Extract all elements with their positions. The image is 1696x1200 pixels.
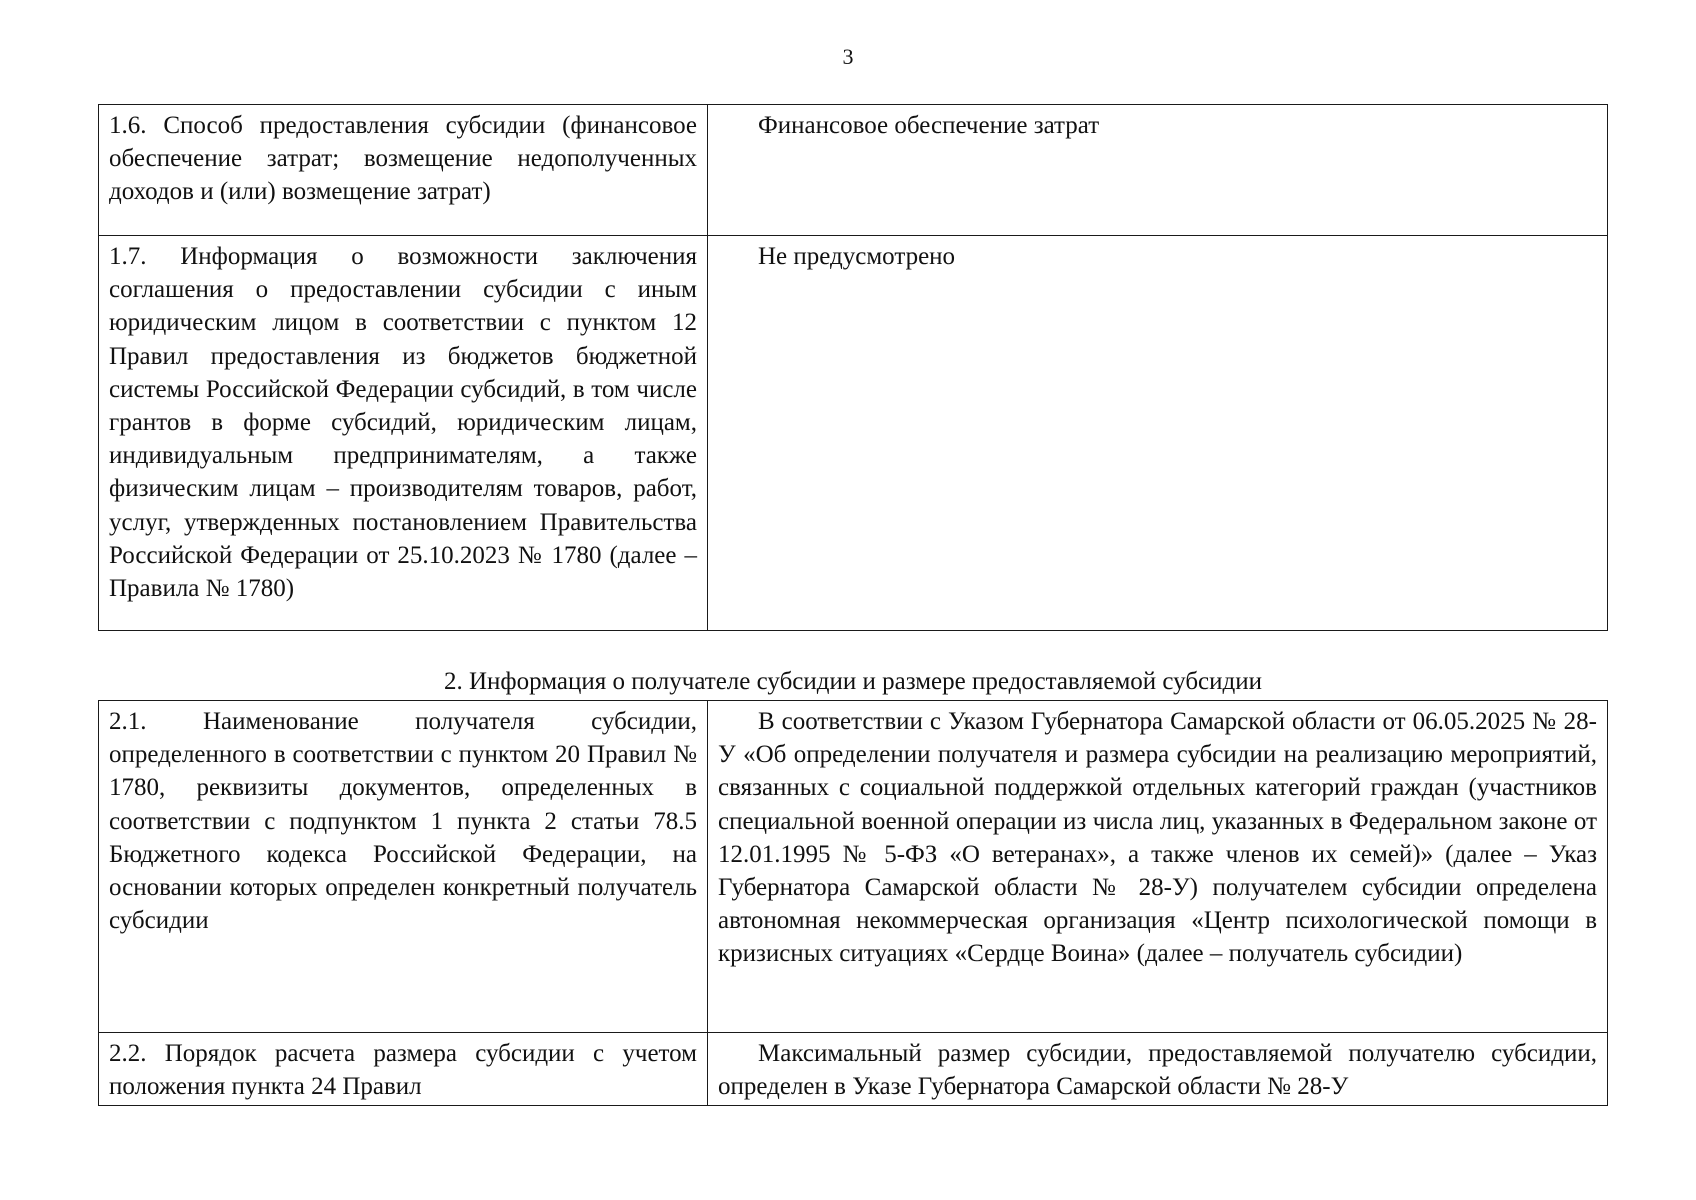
row-2-2-label	[99, 1033, 708, 1106]
subsidy-info-table-section-1	[98, 104, 1608, 631]
table-row-2-1	[99, 701, 1608, 1033]
table-row-2-2	[99, 1033, 1608, 1106]
table-row-1-6	[99, 105, 1608, 236]
row-2-2-value-text: Максимальный размер субсидии, предоставляемой получателю субсидии, определен в Указе Губернатора Самарской области № 28-У	[718, 1040, 1597, 1101]
row-1-6-value	[708, 105, 1608, 236]
row-2-1-label-text: 2.1. Наименование получателя субсидии, определенного в соответствии с пунктом 20 Правил № 1780, реквизиты документов, определенных в соответствии с подпунктом 1 пункта 2 статьи 78.5 Бюджетного кодекса Российской Федерации, на основании которых определен конкретный получатель субсидии	[109, 708, 697, 935]
row-2-1-value-text: В соответствии с Указом Губернатора Самарской области от 06.05.2025 № 28-У «Об определении получателя и размера субсидии на реализацию мероприятий, связанных с социальной поддержкой отдельных категорий граждан (участников специальной военной операции из числа лиц, указанных в Федеральном законе от 12.01.1995 № 5-ФЗ «О ветеранах», а также членов их семей)» (далее – Указ Губернатора Самарской области № 28-У) получателем субсидии определена автономная некоммерческая организация «Центр психологической помощи в кризисных ситуациях «Сердце Воина» (далее – получатель субсидии)	[718, 708, 1597, 968]
row-1-7-label-text: 1.7. Информация о возможности заключения соглашения о предоставлении субсидии с иным юридическим лицом в соответствии с пунктом 12 Правил предоставления из бюджетов бюджетной системы Российской Федерации субсидий, в том числе грантов в форме субсидий, юридическим лицам, индивидуальным предпринимателям, а также физическим лицам – производителям товаров, работ, услуг, утвержденных постановлением Правительства Российской Федерации от 25.10.2023 № 1780 (далее – Правила № 1780)	[109, 243, 697, 603]
page-number: 3	[842, 44, 854, 69]
row-1-6-value-text: Финансовое обеспечение затрат	[758, 112, 1100, 139]
row-2-1-value	[708, 701, 1608, 1033]
row-1-6-label	[99, 105, 708, 236]
row-1-7-value	[708, 236, 1608, 631]
row-2-2-label-text: 2.2. Порядок расчета размера субсидии с учетом положения пункта 24 Правил	[109, 1040, 697, 1101]
row-2-2-value	[708, 1033, 1608, 1106]
row-1-6-label-text: 1.6. Способ предоставления субсидии (финансовое обеспечение затрат; возмещение недополученных доходов и (или) возмещение затрат)	[109, 112, 697, 206]
subsidy-info-table-section-2	[98, 700, 1608, 1106]
row-1-7-label	[99, 236, 708, 631]
section-2-heading: 2. Информация о получателе субсидии и размере предоставляемой субсидии	[443, 668, 1263, 695]
row-1-7-value-text: Не предусмотрено	[758, 243, 956, 270]
table-row-1-7	[99, 236, 1608, 631]
row-2-1-label	[99, 701, 708, 1033]
